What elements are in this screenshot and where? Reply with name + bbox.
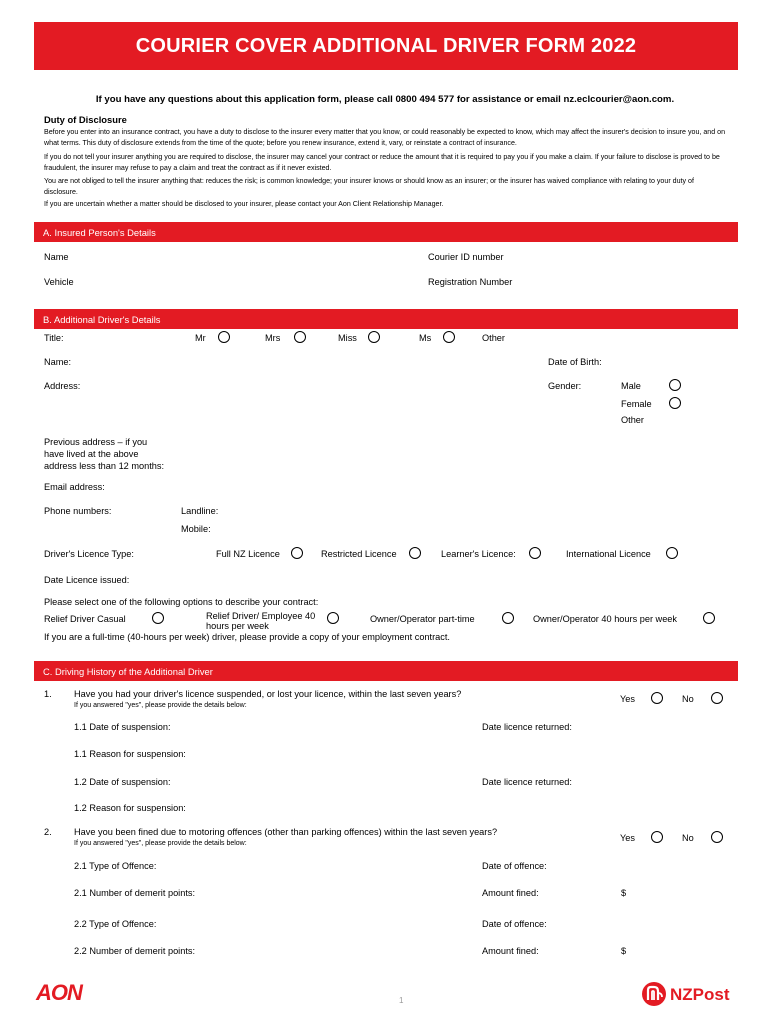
courier-id-label: Courier ID number [428,252,504,262]
fulltime-note: If you are a full-time (40-hours per week) driver, please provide a copy of your employment contract. [44,632,450,642]
question-1-number: 1. [44,689,52,699]
gender-label: Gender: [548,381,582,391]
page-number: 1 [399,996,404,1005]
licence-restricted-radio[interactable] [409,547,421,559]
contract-relief-employee-radio[interactable] [327,612,339,624]
insured-name-label: Name [44,252,69,262]
title-mr-label: Mr [195,333,206,343]
previous-address-label-2: have lived at the above [44,449,139,459]
gender-female-label: Female [621,399,652,409]
title-mrs-label: Mrs [265,333,281,343]
q1-date-suspension-2-label: 1.2 Date of suspension: [74,777,171,787]
q1-date-suspension-1-label: 1.1 Date of suspension: [74,722,171,732]
q2-offence-date-1-label: Date of offence: [482,861,547,871]
contract-prompt: Please select one of the following options to describe your contract: [44,597,319,607]
question-2-no-radio[interactable] [711,831,723,843]
nzpost-emblem-icon [641,981,667,1007]
question-1-note: If you answered "yes", please provide the details below: [74,702,247,709]
title-miss-label: Miss [338,333,357,343]
question-2-number: 2. [44,827,52,837]
gender-other-label: Other [621,415,644,425]
aon-logo: AON [36,980,82,1005]
q2-offence-date-2-label: Date of offence: [482,919,547,929]
licence-restricted-label: Restricted Licence [321,549,397,559]
contract-owner-fulltime-label: Owner/Operator 40 hours per week [533,614,678,624]
question-2-text: Have you been fined due to motoring offences (other than parking offences) within the last seven years? [74,827,498,837]
section-c-header: C. Driving History of the Additional Driver [34,661,738,681]
email-label: Email address: [44,482,105,492]
q2-offence-type-1-label: 2.1 Type of Offence: [74,861,157,871]
phone-label: Phone numbers: [44,506,112,516]
gender-female-radio[interactable] [669,397,681,409]
title-mrs-radio[interactable] [294,331,306,343]
q2-amount-2-currency: $ [621,946,627,956]
question-2-no-label: No [682,833,694,843]
duty-paragraph: If you are uncertain whether a matter should be disclosed to your insurer, please contact your Aon Client Relationship Manager. [44,200,444,208]
q2-demerit-2-label: 2.2 Number of demerit points: [74,946,196,956]
q2-amount-1-currency: $ [621,888,627,898]
licence-learner-label: Learner's Licence: [441,549,516,559]
licence-international-label: International Licence [566,549,651,559]
contract-owner-fulltime-radio[interactable] [703,612,715,624]
section-a-header: A. Insured Person's Details [34,222,738,242]
question-1-yes-radio[interactable] [651,692,663,704]
licence-type-label: Driver's Licence Type: [44,549,134,559]
q1-date-returned-1-label: Date licence returned: [482,722,572,732]
question-1-no-radio[interactable] [711,692,723,704]
question-2-note: If you answered "yes", please provide the details below: [74,840,247,847]
previous-address-label-3: address less than 12 months: [44,461,165,471]
dob-label: Date of Birth: [548,357,602,367]
duty-heading: Duty of Disclosure [44,114,127,125]
address-label: Address: [44,381,81,391]
previous-address-label-1: Previous address – if you [44,437,148,447]
q2-amount-1-label: Amount fined: [482,888,539,898]
title-miss-radio[interactable] [368,331,380,343]
title-label: Title: [44,333,64,343]
duty-paragraph: If you do not tell your insurer anything you are required to disclose, the insurer may cancel your contract or reduce the amount that it is required to pay you if you make a claim. If your failure to disclose is proved to be fraudulent, the insurer may refuse to pay a claim and treat the contract as if it never existed. [44,153,720,173]
title-ms-radio[interactable] [443,331,455,343]
contract-relief-employee-label: Relief Driver/ Employee 40 [206,611,316,621]
q1-date-returned-2-label: Date licence returned: [482,777,572,787]
q2-offence-type-2-label: 2.2 Type of Offence: [74,919,157,929]
vehicle-label: Vehicle [44,277,74,287]
duty-paragraph: Before you enter into an insurance contract, you have a duty to disclose to the insurer every matter that you know, or could reasonably be expected to know, which may affect the insurer's decision to insure you, and on what terms. This duty of disclosure extends from the time of the quote; before you renew insurance, extend it, vary, or reinstate a contract of insurance. [44,128,726,148]
mobile-label: Mobile: [181,524,211,534]
contract-relief-casual-radio[interactable] [152,612,164,624]
q1-reason-2-label: 1.2 Reason for suspension: [74,803,186,813]
question-2-yes-label: Yes [620,833,635,843]
licence-full-radio[interactable] [291,547,303,559]
question-2-yes-radio[interactable] [651,831,663,843]
contract-relief-casual-label: Relief Driver Casual [44,614,126,624]
q2-demerit-1-label: 2.1 Number of demerit points: [74,888,196,898]
gender-male-radio[interactable] [669,379,681,391]
licence-full-label: Full NZ Licence [216,549,280,559]
question-1-yes-label: Yes [620,694,635,704]
licence-learner-radio[interactable] [529,547,541,559]
question-1-no-label: No [682,694,694,704]
q2-amount-2-label: Amount fined: [482,946,539,956]
contract-relief-employee-label-2: hours per week [206,621,269,631]
contract-owner-parttime-radio[interactable] [502,612,514,624]
licence-international-radio[interactable] [666,547,678,559]
title-other-label: Other [482,333,505,343]
section-b-header: B. Additional Driver's Details [34,309,738,329]
landline-label: Landline: [181,506,219,516]
registration-label: Registration Number [428,277,513,287]
contact-line: If you have any questions about this application form, please call 0800 494 577 for assistance or email nz.eclcourier@aon.com. [95,94,675,105]
q1-reason-1-label: 1.1 Reason for suspension: [74,749,186,759]
form-title: COURIER COVER ADDITIONAL DRIVER FORM 2022 [34,22,738,70]
question-1-text: Have you had your driver's licence suspended, or lost your licence, within the last seven years? [74,689,462,699]
contract-owner-parttime-label: Owner/Operator part-time [370,614,475,624]
gender-male-label: Male [621,381,641,391]
duty-paragraph: You are not obliged to tell the insurer anything that: reduces the risk; is common knowledge; your insurer knows or should know as an insurer; or the insurer has waived compliance with relating to your duty of disclosure. [44,177,694,197]
nzpost-logo-text: NZPost [670,985,730,1004]
title-mr-radio[interactable] [218,331,230,343]
licence-issued-label: Date Licence issued: [44,575,130,585]
driver-name-label: Name: [44,357,72,367]
title-ms-label: Ms [419,333,432,343]
